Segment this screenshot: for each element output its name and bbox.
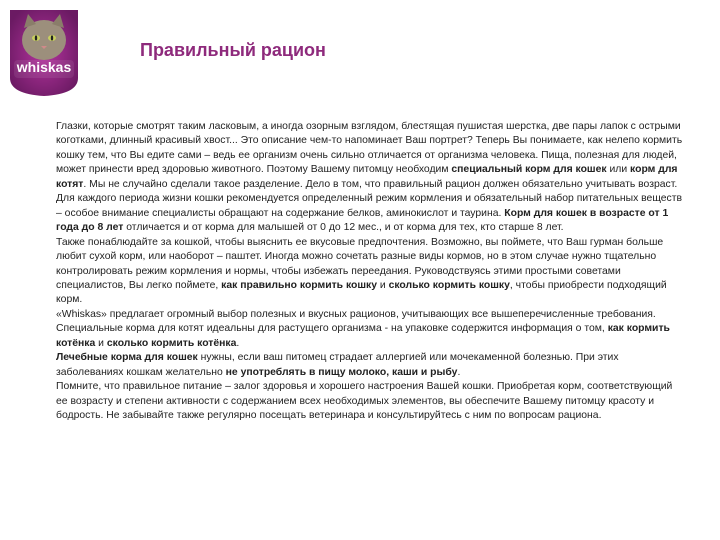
logo-text: whiskas — [16, 59, 72, 75]
text-run: и — [95, 337, 107, 349]
bold-phrase: корм для котят — [56, 164, 678, 190]
text-run: «Whiskas» предлагает огромный выбор полезных и вкусных рационов, учитывающих все вышеперечисленные требования. Специальные корма для котят идеальны для растущего организма - на упаковке содержится информация о том, — [56, 308, 656, 335]
text-run: отличается и от корма для малышей от 0 до 12 мес., и от корма для тех, кто старше 8 лет. — [123, 222, 564, 234]
text-run: Также понаблюдайте за кошкой, чтобы выяснить ее вкусовые предпочтения. Возможно, вы поймете, что Ваш гурман больше любит сухой корм, или наоборот – паштет. Иногда можно сочетать разные виды кормов, но в этом случае нужно тщательно контролировать режим кормления и нормы, чтобы избежать переедания. Руководствуясь этими простыми советами специалистов, Вы легко поймете, — [56, 236, 664, 291]
paragraph — [56, 308, 686, 351]
bold-phrase: как кормить котёнка — [56, 323, 670, 349]
text-run: , чтобы приобрести подходящий корм. — [56, 279, 667, 306]
paragraph — [56, 380, 686, 423]
text-run: . Мы не случайно сделали такое разделение. Дело в том, что правильный рацион должен обязательно учитывать возраст. Для каждого периода жизни кошки рекомендуется определенный режим кормления и обязательный набор питательных веществ – особое внимание специалисты обращают на содержание белков, аминокислот и таурина. — [56, 178, 683, 219]
text-run: . — [236, 337, 240, 349]
page-title: Правильный рацион — [140, 40, 326, 60]
text-run: Глазки, которые смотрят таким ласковым, а иногда озорным взглядом, блестящая пушистая шерстка, две пары лапок с острыми коготками, длинный красивый хвост... Это описание чем-то напоминает Ваш портрет? Теперь Вы понимаете, как нелепо кормить кошку тем, что Вы едите сами – ведь ее организм очень сильно отличается от организма человека. Пища, полезная для людей, может принести вред здоровью животного. Поэтому Вашему питомцу необходим — [56, 121, 683, 176]
bold-phrase: сколько кормить кошку — [388, 279, 510, 291]
bold-phrase: сколько кормить котёнка — [106, 337, 237, 349]
bold-phrase: специальный корм для кошек — [451, 164, 607, 176]
whiskas-logo — [6, 6, 82, 98]
bold-phrase: как правильно кормить кошку — [221, 279, 377, 291]
text-run: . — [457, 366, 461, 378]
article-body — [56, 120, 686, 424]
paragraph — [56, 236, 686, 308]
paragraph — [56, 351, 686, 380]
text-run: или — [606, 164, 631, 176]
text-run: нужны, если ваш питомец страдает аллергией или мочекаменной болезнью. При этих заболеваниях кошкам желательно — [56, 352, 619, 378]
bold-phrase: не употреблять в пищу молоко, каши и рыбу — [225, 366, 458, 378]
paragraph — [56, 120, 686, 236]
text-run: Помните, что правильное питание – залог здоровья и хорошего настроения Вашей кошки. Приобретая корм, соответствующий ее возрасту и степени активности с содержанием всех необходимых элементов, вы обеспечите Вашему питомцу красоту и бодрость. Не забывайте также регулярно посещать ветеринара и консультируйтесь с ним по вопросам рациона. — [56, 381, 673, 422]
bold-phrase: Лечебные корма для кошек — [56, 352, 198, 364]
text-run: и — [377, 279, 389, 291]
bold-phrase: Корм для кошек в возрасте от 1 года до 8 лет — [56, 207, 669, 234]
